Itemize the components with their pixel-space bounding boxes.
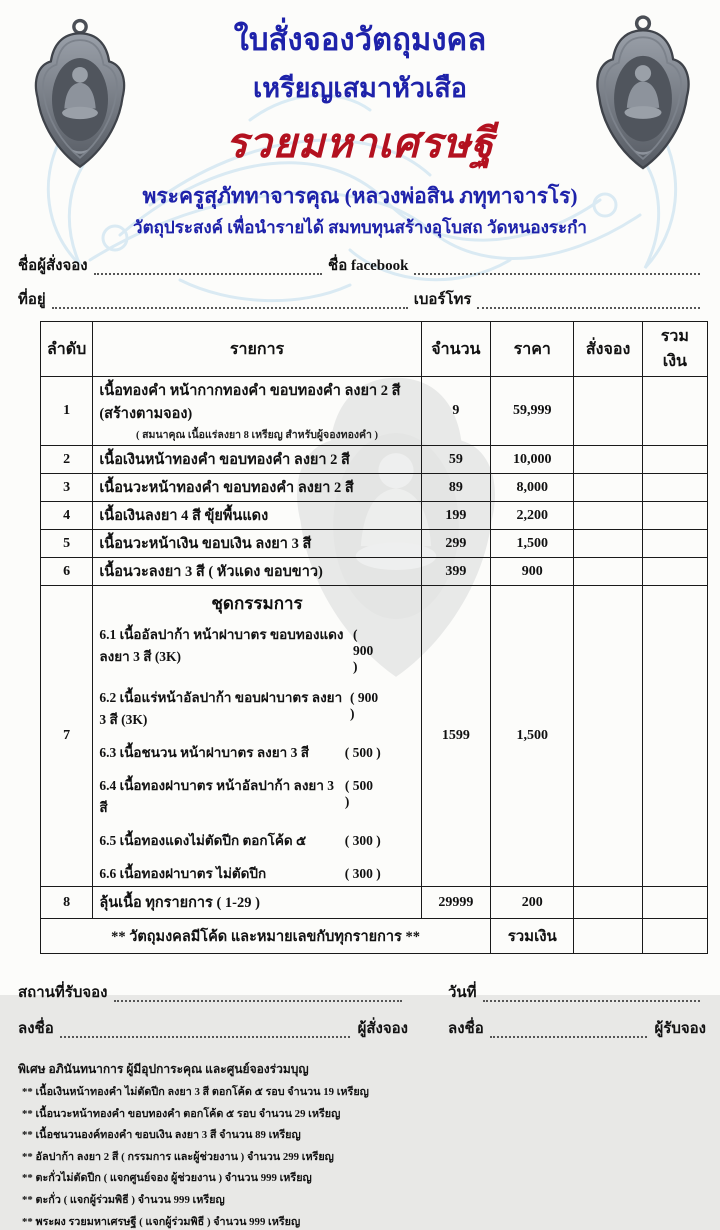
orderer-info-section xyxy=(18,253,706,311)
purpose-line: วัตถุประสงค์ เพื่อนำรายได้ สมทบทุนสร้างอุโบสถ วัดหนองระกำ xyxy=(133,218,587,237)
committee-item-qty: ( 300 ) xyxy=(344,833,381,848)
grand-total-label: รวมเงิน xyxy=(491,919,574,954)
row-qty: 199 xyxy=(421,502,490,530)
row-price: 900 xyxy=(491,558,574,586)
facebook-label: ชื่อ facebook xyxy=(328,258,409,274)
row-item-main: เนื้อทองคำ หน้ากากทองคำ ขอบทองคำ ลงยา 2 สี (สร้างตามจอง) xyxy=(99,383,401,422)
committee-item xyxy=(99,862,414,884)
row-order-cell[interactable] xyxy=(574,530,642,558)
row-no: 8 xyxy=(41,887,93,919)
committee-item-label: 6.6 เนื้อทองฝาบาตร ไม่ตัดปีก xyxy=(99,866,267,881)
footnote: ** เนื้อเงินหน้าทองคำ ไม่ตัดปีก ลงยา 3 สี ตอกโค้ด ๕ รอบ จำนวน 19 เหรียญ xyxy=(22,1086,369,1098)
row-price: 1,500 xyxy=(491,586,574,887)
table-row xyxy=(41,377,708,446)
row-total-cell[interactable] xyxy=(642,474,707,502)
row-item: เนื้อเงินลงยา 4 สี ขุ้ยพื้นแดง xyxy=(93,502,421,530)
committee-item-qty: ( 300 ) xyxy=(344,866,381,881)
address-line xyxy=(18,287,706,311)
col-header-price: ราคา xyxy=(491,322,574,377)
grand-total-order-cell[interactable] xyxy=(574,919,642,954)
row-order-cell[interactable] xyxy=(574,474,642,502)
grand-total-amount-cell[interactable] xyxy=(642,919,707,954)
committee-item xyxy=(99,741,414,763)
committee-item xyxy=(99,623,414,675)
committee-item-label: 6.5 เนื้อทองแดงไม่ตัดปีก ตอกโค้ด ๕ xyxy=(99,833,307,848)
orderer-role-label: ผู้สั่งจอง xyxy=(357,1021,408,1037)
orderer-signature-field[interactable] xyxy=(60,1022,350,1038)
committee-item-label: 6.3 เนื้อชนวน หน้าฝาบาตร ลงยา 3 สี xyxy=(99,745,309,760)
committee-item-label: 6.1 เนื้ออัลปาก้า หน้าฝาบาตร ขอบทองแดง ลงยา 3 สี (3K) xyxy=(99,627,344,664)
row-price: 2,200 xyxy=(491,502,574,530)
committee-item xyxy=(99,829,414,851)
orderer-name-label: ชื่อผู้สั่งจอง xyxy=(18,258,88,274)
row-item xyxy=(93,377,421,446)
sign-label: ลงชื่อ xyxy=(18,1021,54,1037)
orderer-name-line xyxy=(18,253,706,277)
committee-title: ชุดกรรมการ xyxy=(211,594,303,613)
row-price: 1,500 xyxy=(491,530,574,558)
row-total-cell[interactable] xyxy=(642,377,707,446)
coin-subtitle: เหรียญเสมาหัวเสือ xyxy=(253,73,467,103)
receiver-signature-field[interactable] xyxy=(490,1022,647,1038)
table-row xyxy=(41,558,708,586)
orderer-name-field[interactable] xyxy=(94,259,322,275)
row-item: ลุ้นเนื้อ ทุกรายการ ( 1-29 ) xyxy=(93,887,421,919)
row-item-sub: ( สมนาคุณ เนื้อแร่ลงยา 8 เหรียญ สำหรับผู้จองทองคำ ) xyxy=(136,430,379,441)
table-footer-row xyxy=(41,919,708,954)
phone-field[interactable] xyxy=(477,293,700,309)
sign-label: ลงชื่อ xyxy=(448,1021,484,1037)
table-row xyxy=(41,474,708,502)
date-field[interactable] xyxy=(483,986,700,1002)
committee-item-qty: ( 500 ) xyxy=(344,745,381,760)
footnote: ** อัลปาก้า ลงยา 2 สี ( กรรมการ และผู้ช่วยงาน ) จำนวน 299 เหรียญ xyxy=(22,1150,334,1163)
form-header xyxy=(0,0,720,241)
col-header-no: ลำดับ xyxy=(41,322,93,377)
row-total-cell[interactable] xyxy=(642,887,707,919)
row-qty: 1599 xyxy=(421,586,490,887)
page-title: ใบสั่งจองวัตถุมงคล xyxy=(233,22,487,57)
row-total-cell[interactable] xyxy=(642,446,707,474)
row-total-cell[interactable] xyxy=(642,502,707,530)
row-order-cell[interactable] xyxy=(574,502,642,530)
row-no: 6 xyxy=(41,558,93,586)
table-row xyxy=(41,502,708,530)
code-note: ** วัตถุมงคลมีโค้ด และหมายเลขกับทุกรายการ ** xyxy=(41,919,491,954)
row-qty: 59 xyxy=(421,446,490,474)
special-note: พิเศษ อภินันทนาการ ผู้มีอุปการะคุณ และศูนย์จองร่วมบุญ xyxy=(18,1062,309,1076)
row-item: เนื้อนวะหน้าเงิน ขอบเงิน ลงยา 3 สี xyxy=(93,530,421,558)
footnote: ** ตะกั่วไม่ตัดปีก ( แจกศูนย์จอง ผู้ช่วยงาน ) จำนวน 999 เหรียญ xyxy=(22,1172,312,1185)
row-total-cell[interactable] xyxy=(642,586,707,887)
receiver-sign-line xyxy=(448,1016,706,1040)
row-item: เนื้อนวะลงยา 3 สี ( หัวแดง ขอบขาว) xyxy=(93,558,421,586)
receiver-role-label: ผู้รับจอง xyxy=(654,1021,706,1037)
row-total-cell[interactable] xyxy=(642,558,707,586)
row-order-cell[interactable] xyxy=(574,887,642,919)
footnote: ** พระผง รวยมหาเศรษฐี ( แจกผู้ร่วมพิธี ) จำนวน 999 เหรียญ xyxy=(22,1215,301,1228)
row-qty: 29999 xyxy=(421,887,490,919)
booking-place-field[interactable] xyxy=(114,986,402,1002)
footnotes-list xyxy=(22,1083,720,1230)
monk-name-line: พระครูสุภัททาจารคุณ (หลวงพ่อสิน ภทุทาจารโร) xyxy=(142,184,578,208)
committee-item-qty: ( 900 ) xyxy=(350,690,379,721)
facebook-field[interactable] xyxy=(414,259,700,275)
date-line xyxy=(448,980,706,1004)
phone-label: เบอร์โทร xyxy=(413,292,472,308)
booking-place-line xyxy=(18,980,408,1004)
row-qty: 399 xyxy=(421,558,490,586)
row-order-cell[interactable] xyxy=(574,558,642,586)
col-header-order: สั่งจอง xyxy=(574,322,642,377)
committee-item xyxy=(99,774,414,818)
table-row xyxy=(41,446,708,474)
signature-section xyxy=(18,980,706,1052)
committee-item-qty: ( 900 ) xyxy=(352,627,374,674)
row-price: 59,999 xyxy=(491,377,574,446)
row-qty: 9 xyxy=(421,377,490,446)
footnote: ** เนื้อชนวนองค์ทองคำ ขอบเงิน ลงยา 3 สี จำนวน 89 เหรียญ xyxy=(22,1129,301,1142)
order-items-table xyxy=(40,321,708,954)
committee-item-label: 6.2 เนื้อแร่หน้าอัลปาก้า ขอบฝาบาตร ลงยา 3 สี (3K) xyxy=(99,690,343,727)
committee-item xyxy=(99,686,414,730)
row-price: 10,000 xyxy=(491,446,574,474)
orderer-sign-line xyxy=(18,1016,408,1040)
row-qty: 89 xyxy=(421,474,490,502)
footnote: ** เนื้อนวะหน้าทองคำ ขอบทองคำ ตอกโค้ด ๕ รอบ จำนวน 29 เหรียญ xyxy=(22,1107,341,1120)
row-no: 4 xyxy=(41,502,93,530)
row-order-cell[interactable] xyxy=(574,586,642,887)
booking-place-label: สถานที่รับจอง xyxy=(18,985,108,1001)
edition-title-red: รวยมหาเศรษฐี xyxy=(225,120,495,166)
address-label: ที่อยู่ xyxy=(18,292,46,308)
date-label: วันที่ xyxy=(448,985,477,1001)
committee-item-qty: ( 500 ) xyxy=(344,778,373,809)
col-header-item: รายการ xyxy=(93,322,421,377)
row-no: 3 xyxy=(41,474,93,502)
row-qty: 299 xyxy=(421,530,490,558)
row-price: 200 xyxy=(491,887,574,919)
committee-items-cell xyxy=(93,586,421,887)
col-header-total: รวมเงิน xyxy=(642,322,707,377)
row-item: เนื้อเงินหน้าทองคำ ขอบทองคำ ลงยา 2 สี xyxy=(93,446,421,474)
row-no: 1 xyxy=(41,377,93,446)
footnote: ** ตะกั่ว ( แจกผู้ร่วมพิธี ) จำนวน 999 เหรียญ xyxy=(22,1193,225,1206)
row-item: เนื้อนวะหน้าทองคำ ขอบทองคำ ลงยา 2 สี xyxy=(93,474,421,502)
table-row xyxy=(41,530,708,558)
row-total-cell[interactable] xyxy=(642,530,707,558)
row-no: 2 xyxy=(41,446,93,474)
row-no: 5 xyxy=(41,530,93,558)
col-header-qty: จำนวน xyxy=(421,322,490,377)
committee-row xyxy=(41,586,708,887)
table-row xyxy=(41,887,708,919)
row-price: 8,000 xyxy=(491,474,574,502)
row-order-cell[interactable] xyxy=(574,377,642,446)
table-header-row xyxy=(41,322,708,377)
row-no: 7 xyxy=(41,586,93,887)
committee-item-label: 6.4 เนื้อทองฝาบาตร หน้าอัลปาก้า ลงยา 3 สี xyxy=(99,778,335,815)
address-field[interactable] xyxy=(52,293,408,309)
row-order-cell[interactable] xyxy=(574,446,642,474)
